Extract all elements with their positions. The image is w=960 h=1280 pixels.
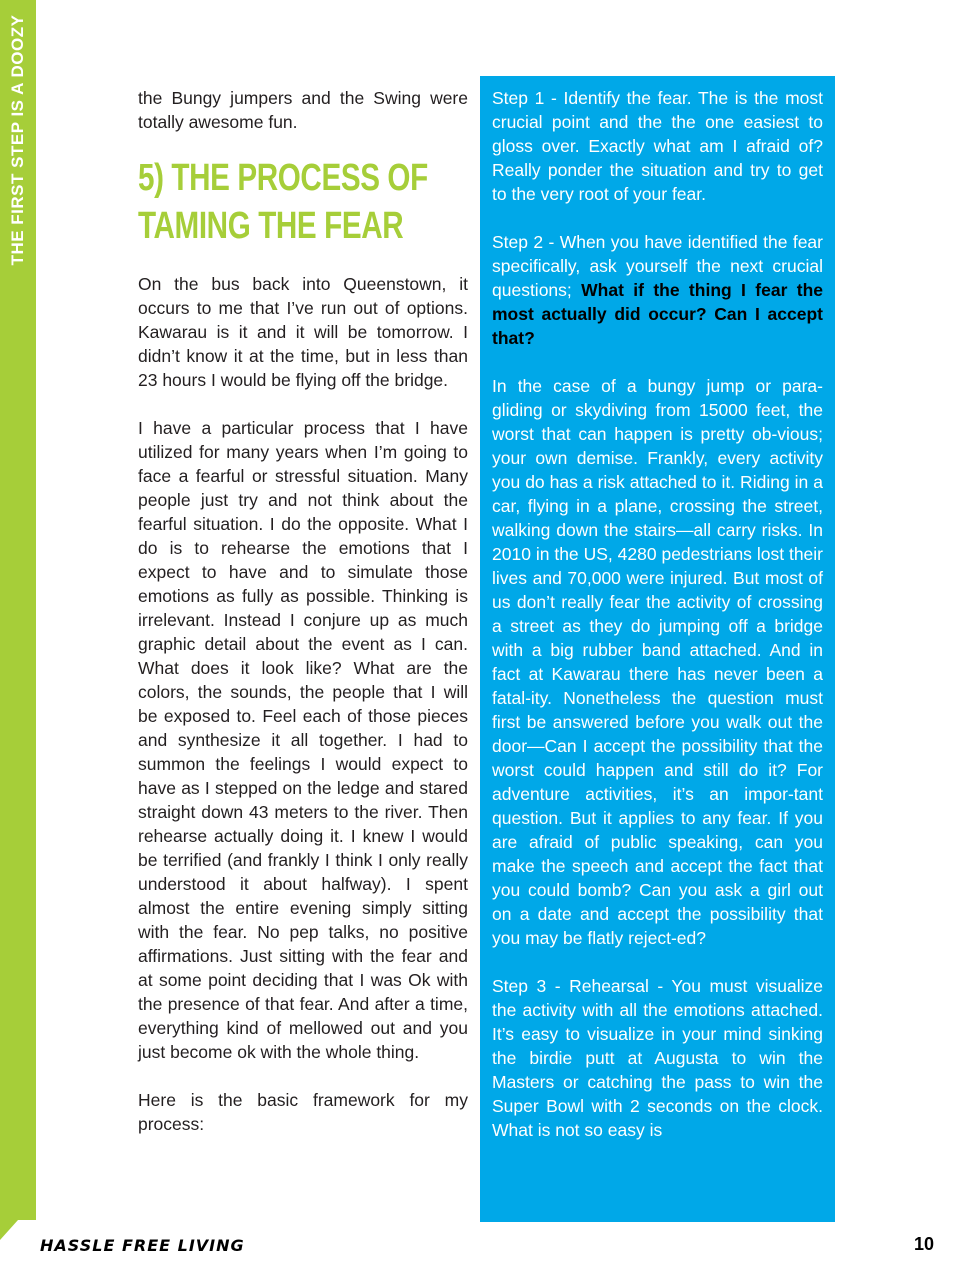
step-2-paragraph	[492, 230, 823, 350]
section-heading-line1: 5) THE PROCESS OF	[138, 157, 428, 199]
step-1-paragraph: Step 1 - Identify the fear. The is the most crucial point and the the one easiest to gloss over. Exactly what am I afraid of? Really ponder the situation and try to get to the very root of your fear.	[492, 88, 823, 204]
footer-brand: HASSLE FREE LIVING	[40, 1236, 245, 1255]
paragraph-framework: Here is the basic framework for my process:	[138, 1090, 468, 1134]
paragraph-gap	[138, 1064, 468, 1088]
intro-paragraph: the Bungy jumpers and the Swing were totally awesome fun.	[138, 88, 468, 132]
paragraph-gap	[492, 950, 823, 974]
paragraph-process: I have a particular process that I have utilized for many years when I’m going to face a fearful or stressful situation. Many people just try and not think about the fearful situation. I do the opposite. What I do is to rehearse the emotions that I expect to have and to simulate those emotions as fully as possible. Thinking is irrelevant. Instead I conjure up as much graphic detail about the event as I can. What does it look like? What are the colors, the sounds, the people that I will be exposed to. Feel each of those pieces and synthesize it all together. I had to summon the feelings I would expect to have as I stepped on the ledge and stared straight down 43 meters to the river. Then rehearse actually doing it. I knew I would be terrified (and frankly I think I only really understood it about halfway). I spent almost the entire evening simply sitting with the fear. No pep talks, no positive affirmations. Just sitting with the fear and at some point deciding that I was Ok with the presence of that fear. And after a time, everything kind of mellowed out and you just become ok with the whole thing.	[138, 418, 468, 1062]
steps-sidebar-box	[480, 76, 835, 1222]
sidebar-notch	[0, 1200, 36, 1240]
paragraph-bus-ride: On the bus back into Queenstown, it occurs to me that I’ve run out of options. Kawarau is it and it will be tomorrow. I didn’t know it at the time, but in less than 23 hours I would be flying off the bridge.	[138, 274, 468, 390]
left-column	[138, 86, 468, 1136]
paragraph-gap	[492, 206, 823, 230]
paragraph-gap	[138, 392, 468, 416]
step-2-key-question: What if the thing I fear the most actually did occur? Can I accept that?	[492, 280, 823, 348]
section-heading	[138, 154, 466, 250]
section-heading-line2: TAMING THE FEAR	[138, 205, 404, 247]
paragraph-gap	[492, 350, 823, 374]
sidebar-chapter-title: THE FIRST STEP IS A DOOZY	[8, 14, 27, 266]
page-number: 10	[913, 1234, 934, 1254]
risk-discussion-paragraph: In the case of a bungy jump or para-gliding or skydiving from 15000 feet, the worst that can happen is pretty ob-vious; your own demise. Frankly, every activity you do has a risk attached to it. Riding in a car, flying in a plane, crossing the street, walking down the stairs—all carry risks. In 2010 in the US, 4280 pedestrians lost their lives and 70,000 were injured. But most of us don’t really fear the activity of crossing a street as they do jumping off a bridge with a big rubber band attached. And in fact at Kawarau there has never been a fatal-ity. Nonetheless the question must first be answered before you walk out the door—Can I accept the possibility that the worst could happen and still do it? For adventure activities, it’s an impor-tant question. But it applies to any fear. If you are afraid of public speaking, can you make the speech and accept the fact that you could bomb? Can you ask a girl out on a date and accept the possibility that you may be flatly reject-ed?	[492, 376, 823, 948]
step-2-text: Step 2 - When you have identified the fear specifically, ask yourself the next crucial questions;	[492, 232, 823, 300]
step-3-paragraph: Step 3 - Rehearsal - You must visualize the activity with all the emotions attached. It’s easy to visualize in your mind sinking the birdie putt at Augusta to win the Masters or catching the pass to win the Super Bowl with 2 seconds on the clock. What is not so easy is	[492, 976, 823, 1140]
